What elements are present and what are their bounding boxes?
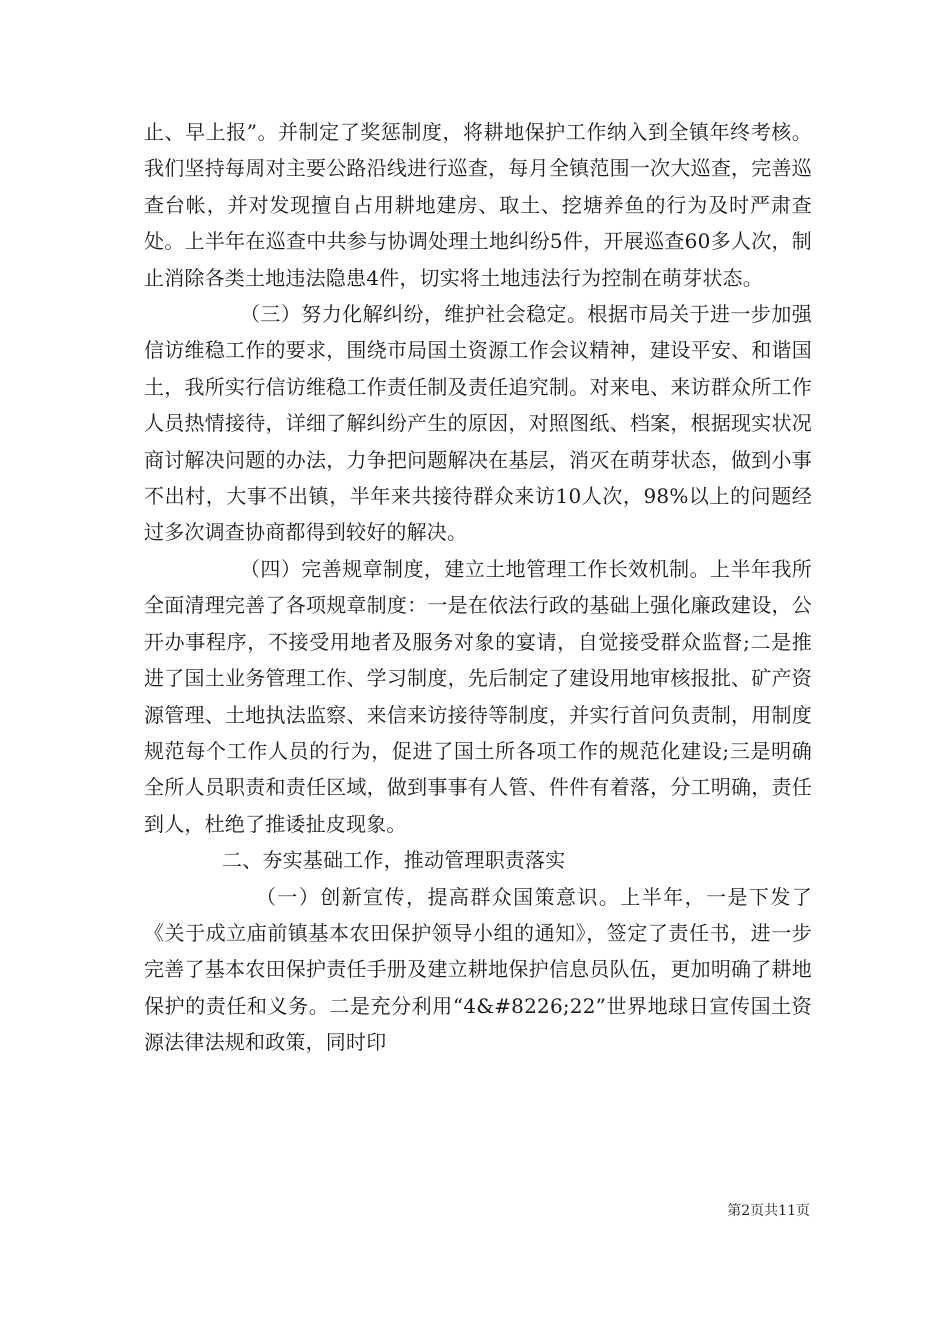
page-footer: 第2页共11页 [727,1203,810,1219]
document-body [144,114,812,1061]
paragraph-section-2-1: （一）创新宣传，提高群众国策意识。上半年，一是下发了《关于成立庙前镇基本农田保护领导小组的通知》，签定了责任书，进一步完善了基本农田保护责任手册及建立耕地保护信息员队伍，更加明确了耕地保护的责任和义务。二是充分利用“4&#8226;22”世界地球日宣传国土资源法律法规和政策，同时印 [144,884,812,1055]
paragraph-section-3: （三）努力化解纠纷，维护社会稳定。根据市局关于进一步加强信访维稳工作的要求，围绕市局国土资源工作会议精神，建设平安、和谐国土，我所实行信访维稳工作责任制及责任追究制。对来电、来访群众所工作人员热情接待，详细了解纠纷产生的原因，对照图纸、档案，根据现实状况商讨解决问题的办法，力争把问题解决在基层，消灭在萌芽状态，做到小事不出村，大事不出镇，半年来共接待群众来访10人次，98%以上的问题经过多次调查协商都得到较好的解决。 [144,302,812,545]
paragraph-continuation: 止、早上报”。并制定了奖惩制度，将耕地保护工作纳入到全镇年终考核。我们坚持每周对主要公路沿线进行巡查，每月全镇范围一次大巡查，完善巡查台帐，并对发现擅自占用耕地建房、取土、挖塘养鱼的行为及时严肃查处。上半年在巡查中共参与协调处理土地纠纷5件，开展巡查60多人次，制止消除各类土地违法隐患4件，切实将土地违法行为控制在萌芽状态。 [144,120,812,290]
section-heading-2: 二、夯实基础工作，推动管理职责落实 [222,848,566,873]
paragraph-section-4: （四）完善规章制度，建立土地管理工作长效机制。上半年我所全面清理完善了各项规章制度：一是在依法行政的基础上强化廉政建设，公开办事程序，不接受用地者及服务对象的宴请，自觉接受群众监督;二是推进了国土业务管理工作、学习制度，先后制定了建设用地审核报批、矿产资源管理、土地执法监察、来信来访接待等制度，并实行首问负责制，用制度规范每个工作人员的行为，促进了国土所各项工作的规范化建设;三是明确全所人员职责和责任区域，做到事事有人管、件件有着落，分工明确，责任到人，杜绝了推诿扯皮现象。 [144,556,812,836]
